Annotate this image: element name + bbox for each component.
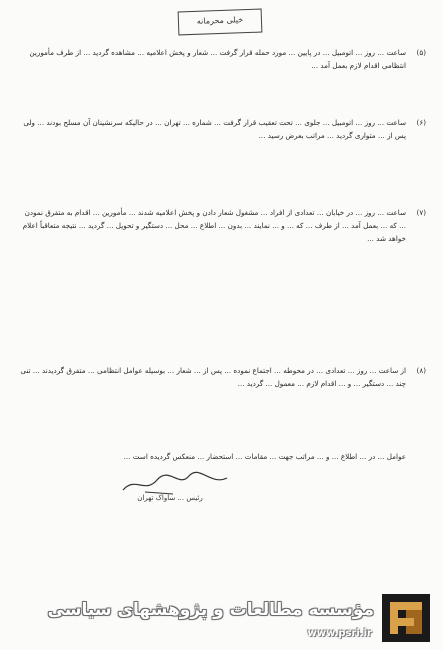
paragraph-number: (۷) [416,208,426,217]
paragraph-text: ساعت ... روز ... اتومبیل ... در پایین ... مورد حمله قرار گرفت ... شعار و پخش اعلامیه ... مشاهده گردید ... از طرف مأمورین انتظامی اقدام لازم بعمل آمد ... [29,48,406,71]
watermark-title: مؤسسه مطالعات و پژوهشهای سیاسی [47,600,374,620]
paragraph-number: (۶) [416,118,426,127]
watermark-url[interactable]: www.psri.ir [307,628,372,639]
stamp-label: خیلی محرمانه [196,15,244,26]
psri-logo-icon [382,594,430,642]
signature-block [85,468,285,518]
paragraph-5 [16,46,424,102]
paragraph-number: (۵) [416,48,426,57]
paragraph-number: (۸) [416,366,426,375]
classification-stamp [178,9,263,36]
signature-title: رئیس ... ساواک تهران [137,494,203,502]
paragraph-text: عوامل ... در ... اطلاع ... و ... مراتب جهت ... مقامات ... استحضار ... منعکس گردیده است ... [123,452,406,461]
paragraph-text: ساعت ... روز ... اتومبیل ... جلوی ... تحت تعقیب قرار گرفت ... شماره ... تهران ... در حالیکه سرنشینان آن مسلح بودند ... ولی پس از ... متواری گردید ... مراتب بعرض رسید ... [23,118,406,141]
paragraph-6 [16,116,424,198]
paragraph-7 [16,206,424,356]
paragraph-text: ساعت ... روز ... در خیابان ... تعدادی از افراد ... مشغول شعار دادن و پخش اعلامیه شدند ... مأمورین ... اقدام به متفرق نمودن ... که ... بعمل آمد ... از طرف ... که ... و ... نمایند ... بدون ... اطلاع ... محل ... دستگیر و تحویل ... گردید ... نتیجه متعاقباً اعلام خواهد شد ... [22,208,406,244]
paragraph-8 [16,364,424,444]
paragraph-text: از ساعت ... روز ... تعدادی ... در محوطه ... اجتماع نموده ... پس از ... شعار ... بوسیله عوامل انتظامی ... متفرق گردیدند ... تنی چند ... دستگیر ... و ... اقدام لازم ... معمول ... گردید ... [20,366,406,389]
